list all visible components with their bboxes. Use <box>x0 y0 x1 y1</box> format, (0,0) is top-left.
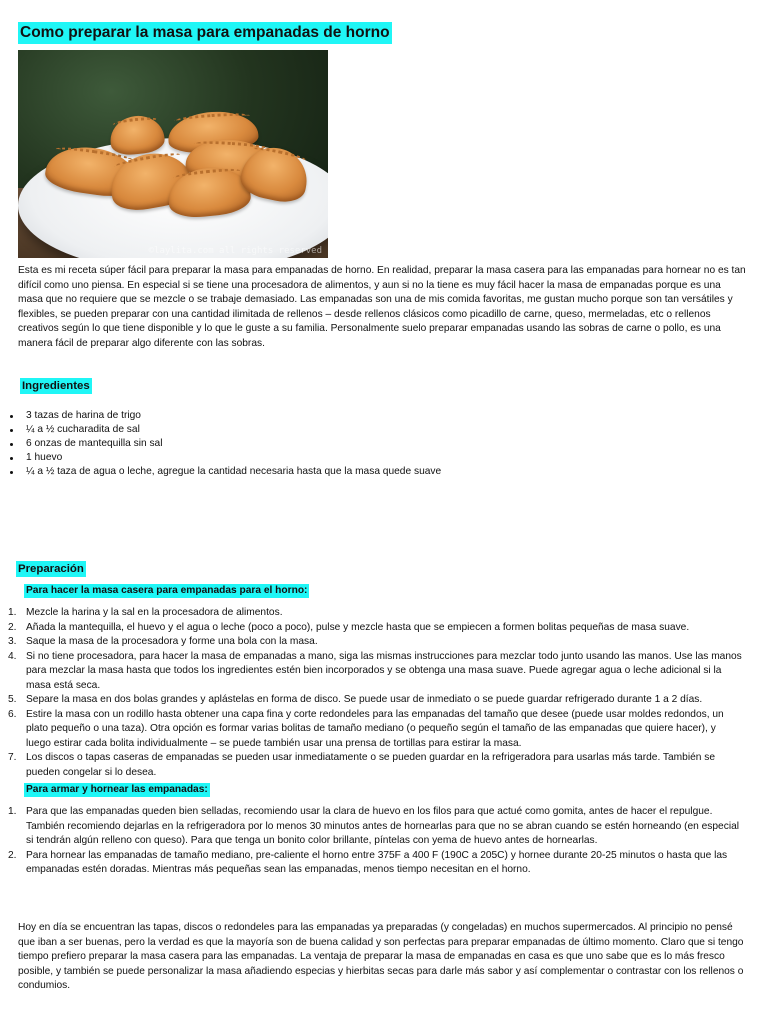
dough-step: 4. Si no tiene procesadora, para hacer la masa de empanadas a mano, siga las mismas instrucciones para mezclar todo junto usando las manos. Use las manos para mezclar la masa hasta que todos los ingredientes estén bien incorporados y se obtenga una masa suave. Puede agregar agua o leche adicional si la masa está seca. <box>8 650 742 691</box>
dough-step-text: Los discos o tapas caseras de empanadas se pueden usar inmediatamente o se pueden guardar en la refrigeradora para usarlas más tarde. También se pueden congelar si lo desea. <box>26 752 716 778</box>
dough-step: 7. Los discos o tapas caseras de empanadas se pueden usar inmediatamente o se pueden guardar en la refrigeradora para usarlas más tarde. También se pueden congelar si lo desea. <box>8 752 716 778</box>
ingredients-heading: Ingredientes <box>22 380 90 392</box>
dough-step: 3. Saque la masa de la procesadora y forme una bola con la masa. <box>8 636 318 647</box>
ingredient-item: 3 tazas de harina de trigo <box>8 409 441 423</box>
dough-step-text: Si no tiene procesadora, para hacer la masa de empanadas a mano, siga las mismas instrucciones para mezclar todo junto usando las manos. Use las manos para mezclar la masa hasta que todos los ingredientes estén bien incorporados y se obtenga una masa suave. Puede agregar agua o leche adicional si la masa está seca. <box>26 650 742 691</box>
dough-step-text: Saque la masa de la procesadora y forme una bola con la masa. <box>26 636 318 647</box>
dough-step: 5. Separe la masa en dos bolas grandes y aplástelas en forma de disco. Se puede usar de inmediato o se puede guardar refrigerado durante 1 a 2 días. <box>8 694 703 705</box>
bake-step: 2. Para hornear las empanadas de tamaño mediano, pre-caliente el horno entre 375F a 400 F (190C a 205C) y hornee durante 20-25 minutos o hasta que las empanadas estén doradas. Mientras más pequeñas sean las empanadas, menos tiempo necesitan en el horno. <box>8 849 728 875</box>
bake-steps-list <box>8 805 743 878</box>
dough-step: 6. Estire la masa con un rodillo hasta obtener una capa fina y corte redondeles para las empanadas del tamaño que desee (puede usar moldes redondos, un plato pequeño o una taza). Otra opción es formar varias bolitas de tamaño mediano (o pequeño según el tamaño de las empanadas que quiere hacer), y luego estirar cada bolita individualmente – se puede también usar una prensa de tortillas para estirar la masa. <box>8 708 724 749</box>
intro-paragraph: Esta es mi receta súper fácil para preparar la masa para empanadas de horno. En realidad, preparar la masa casera para las empanadas para hornear no es tan difícil como uno piensa. En especial si se tiene una procesadora de alimentos, y aun si no la tiene es muy fácil hacer la masa de empanadas porque es una masa que no requiere que se mezcle o se trabaje demasiado. Las empanadas son una de mis comida favoritas, me gustan mucho porque son tan versátiles y flexibles, se pueden preparar con una cantidad ilimitada de rellenos – desde rellenos clásicos como picadillo de carne, queso, mermeladas, etc o rellenos creativos según lo que tiene disponible y lo que le guste a su familia. Personalmente suelo preparar empanadas usando las sobras de carne o pollo, es una manera fácil de preparar algo diferente con las sobras. <box>18 265 746 349</box>
dough-steps-list <box>8 606 743 780</box>
ingredients-list <box>8 409 441 479</box>
ingredient-item: ¼ a ½ cucharadita de sal <box>8 423 441 437</box>
dough-step-text: Separe la masa en dos bolas grandes y aplástelas en forma de disco. Se puede usar de inmediato o se puede guardar refrigerado durante 1 a 2 días. <box>26 694 703 705</box>
bake-step-text: Para que las empanadas queden bien selladas, recomiendo usar la clara de huevo en los filos para que actué como gomita, antes de hacer el repulgue. También recomiendo dejarlas en la refrigeradora por lo menos 30 minutos antes de hornearlas para que no se abran cuando se estén horneando (en especial si tendrán algún relleno con queso). Para que tenga un bonito color brillante, píntelas con yema de huevo antes de hornearlas. <box>26 806 740 846</box>
dough-subheading: Para hacer la masa casera para empanadas para el horno: <box>26 585 308 596</box>
closing-paragraph: Hoy en día se encuentran las tapas, discos o redondeles para las empanadas ya preparadas (y congeladas) en muchos supermercados. Al principio no pensé que iban a ser buenas, pero la verdad es que la mayoría son de buena calidad y son perfectas para preparar empanadas de último momento. Claro que si tengo tiempo prefiero preparar la masa casera para las empanadas. La ventaja de preparar la masa de empanadas en casa es que uno sabe que es lo más fresco posible, y también se puede personalizar la masa añadiendo especias y hierbitas secas para darle más sabor y así complementar o contrastar con los rellenos o condumios. <box>18 922 744 991</box>
dough-step-text: Mezcle la harina y la sal en la procesadora de alimentos. <box>26 607 283 618</box>
ingredient-item: 6 onzas de mantequilla sin sal <box>8 437 441 451</box>
bake-subheading: Para armar y hornear las empanadas: <box>26 784 208 795</box>
ingredient-item: 1 huevo <box>8 451 441 465</box>
photo-watermark: ©laylita.com all rights reserved <box>148 246 322 256</box>
dough-step: 2. Añada la mantequilla, el huevo y el agua o leche (poco a poco), pulse y mezcle hasta que se empiecen a formen bolitas pequeñas de masa suave. <box>8 621 690 633</box>
empanadas-photo <box>18 50 328 258</box>
ingredient-item: ¼ a ½ taza de agua o leche, agregue la cantidad necesaria hasta que la masa quede suave <box>8 465 441 479</box>
bake-step-text: Para hornear las empanadas de tamaño mediano, pre-caliente el horno entre 375F a 400 F (190C a 205C) y hornee durante 20-25 minutos o hasta que las empanadas estén doradas. Mientras más pequeñas sean las empanadas, menos tiempo necesitan en el horno. <box>26 849 728 875</box>
bake-step: 1. Para que las empanadas queden bien selladas, recomiendo usar la clara de huevo en los filos para que actué como gomita, antes de hacer el repulgue. También recomiendo dejarlas en la refrigeradora por lo menos 30 minutos antes de hornearlas para que no se abran cuando se estén horneando (en especial si tendrán algún relleno con queso). Para que tenga un bonito color brillante, píntelas con yema de huevo antes de hornearlas. <box>8 806 740 846</box>
dough-step: 1. Mezcle la harina y la sal en la procesadora de alimentos. <box>8 607 283 618</box>
dough-step-text: Estire la masa con un rodillo hasta obtener una capa fina y corte redondeles para las empanadas del tamaño que desee (puede usar moldes redondos, un plato pequeño o una taza). Otra opción es formar varias bolitas de tamaño mediano (o pequeño según el tamaño de las empanadas que quiere hacer), y luego estirar cada bolita individualmente – se puede también usar una prensa de tortillas para estirar la masa. <box>26 708 724 749</box>
page-title: Como preparar la masa para empanadas de horno <box>18 22 392 44</box>
dough-step-text: Añada la mantequilla, el huevo y el agua o leche (poco a poco), pulse y mezcle hasta que se empiecen a formen bolitas pequeñas de masa suave. <box>26 621 690 633</box>
preparation-heading: Preparación <box>18 563 84 575</box>
